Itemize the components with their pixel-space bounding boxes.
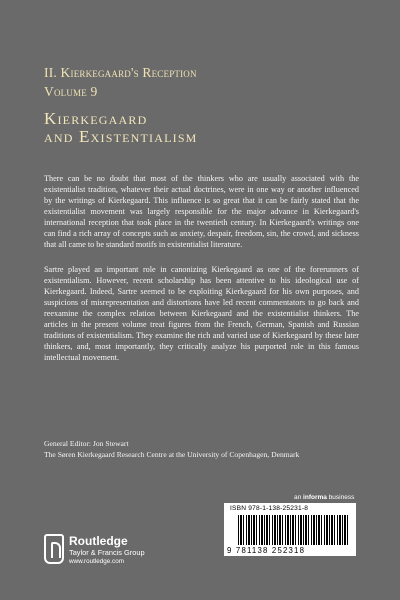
description-paragraph-2: Sartre played an important role in canonizing Kierkegaard as one of the forerunners of existentialism. However, recent scholarship has been attentive to his ideological use of Kierkegaard. Indeed, Sartre seemed to be exploiting Kierkegaard for his own purposes, and suspicions of misrepresentation and distortions have led recent commentators to go back and reexamine the complex relation between Kierkegaard and the existentialist thinkers. The articles in the present volume treat figures from the French, German, Spanish and Russian traditions of existentialism. They examine the rich and varied use of Kierkegaard by these later thinkers, and, most importantly, they critically analyze his purported role in this famous intellectual movement.	[44, 265, 359, 362]
isbn-barcode	[224, 503, 356, 556]
general-editor: General Editor: Jon Stewart	[44, 439, 129, 448]
book-title-line-2: and Existentialism	[44, 127, 198, 146]
editor-credits	[44, 438, 299, 460]
publisher-url: www.routledge.com	[69, 558, 124, 565]
publisher-name: Routledge	[69, 534, 128, 548]
publisher-group: Taylor & Francis Group	[69, 548, 145, 557]
informa-brand: informa	[303, 494, 327, 501]
informa-prefix: an	[294, 494, 304, 501]
volume-number: Volume 9	[44, 84, 98, 99]
routledge-logo	[44, 534, 162, 570]
isbn-label: ISBN 978-1-138-25231-8	[230, 505, 309, 512]
barcode-bars	[238, 515, 350, 545]
series-title: II. Kierkegaard's Reception	[44, 65, 197, 80]
research-centre: The Søren Kierkegaard Research Centre at the University of Copenhagen, Denmark	[44, 450, 300, 459]
book-title-line-1: Kierkegaard	[44, 109, 148, 128]
informa-business-tag	[294, 494, 354, 501]
description-paragraph-1: There can be no doubt that most of the thinkers who are usually associated with the existentialist tradition, whatever their actual doctrines, were in one way or another influenced by the writings of Kierkegaard. This influence is so great that it can be fairly stated that the existentialist movement was largely responsible for the major advance in Kierkegaard's international reception that took place in the twentieth century. In Kierkegaard's writings one can find a rich array of concepts such as anxiety, despair, freedom, sin, the crowd, and sickness that all came to be standard motifs in existentialist literature.	[44, 174, 359, 249]
routledge-r-icon	[44, 534, 64, 564]
informa-suffix: business	[326, 494, 355, 501]
barcode-digits: 9 781138 252318	[227, 546, 306, 555]
